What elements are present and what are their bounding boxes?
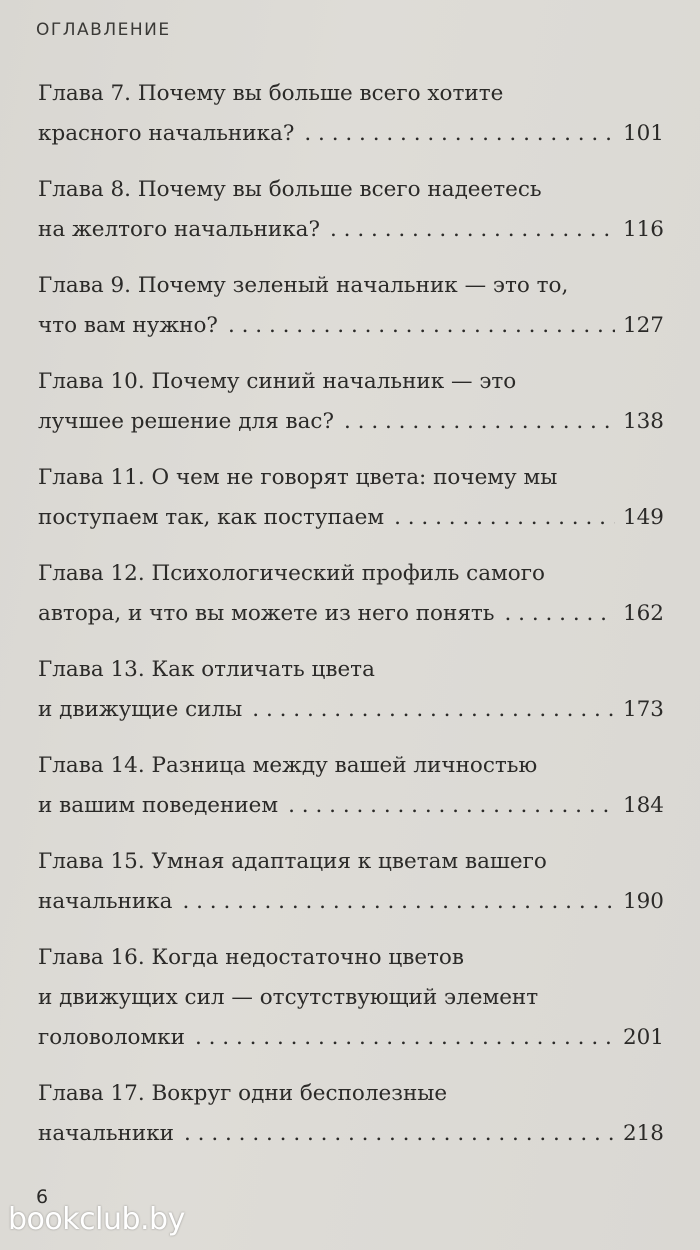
toc-entry-last-line	[38, 1018, 664, 1058]
page-number: 218	[622, 1121, 664, 1146]
toc-entry-ch12	[38, 554, 664, 634]
toc-entry-title-line: и движущих сил — отсутствующий элемент	[38, 985, 539, 1010]
toc-entry-last-line	[38, 882, 664, 922]
toc-entry-title-end: красного начальника?	[38, 121, 295, 146]
toc-entry-title-line: Глава 9. Почему зеленый начальник — это то,	[38, 273, 569, 298]
toc-entry-last-line	[38, 1114, 664, 1154]
toc-entry-title-end: что вам нужно?	[38, 313, 218, 338]
page-number: 201	[622, 1025, 664, 1050]
toc-entry-title-end: начальника	[38, 889, 173, 914]
toc-entry-last-line	[38, 114, 664, 154]
toc-entry-last-line	[38, 498, 664, 538]
dot-leader	[228, 306, 615, 346]
table-of-contents	[38, 74, 664, 1170]
dot-leader	[304, 114, 615, 154]
dot-leader	[505, 594, 615, 634]
page-number: 162	[622, 601, 664, 626]
toc-entry-last-line	[38, 690, 664, 730]
dot-leader	[394, 498, 615, 538]
toc-entry-ch16	[38, 938, 664, 1058]
toc-entry-title-line: Глава 13. Как отличать цвета	[38, 657, 375, 682]
dot-leader	[330, 210, 615, 250]
toc-entry-last-line	[38, 306, 664, 346]
toc-entry-title-end: лучшее решение для вас?	[38, 409, 334, 434]
dot-leader	[252, 690, 615, 730]
toc-entry-ch8	[38, 170, 664, 250]
toc-entry-title-end: автора, и что вы можете из него понять	[38, 601, 495, 626]
dot-leader	[344, 402, 615, 442]
toc-entry-ch15	[38, 842, 664, 922]
page-number: 127	[622, 313, 664, 338]
page-number: 116	[622, 217, 664, 242]
toc-entry-ch14	[38, 746, 664, 826]
toc-entry-ch10	[38, 362, 664, 442]
toc-entry-last-line	[38, 786, 664, 826]
page-number: 101	[622, 121, 664, 146]
toc-entry-title-end: поступаем так, как поступаем	[38, 505, 385, 530]
toc-entry-title-line: Глава 7. Почему вы больше всего хотите	[38, 81, 504, 106]
page-number: 173	[622, 697, 664, 722]
toc-entry-ch13	[38, 650, 664, 730]
toc-entry-ch17	[38, 1074, 664, 1154]
toc-entry-ch9	[38, 266, 664, 346]
toc-entry-ch7	[38, 74, 664, 154]
toc-entry-title-end: на желтого начальника?	[38, 217, 321, 242]
toc-entry-title-line: Глава 15. Умная адаптация к цветам вашего	[38, 849, 547, 874]
toc-entry-ch11	[38, 458, 664, 538]
page-number: 190	[622, 889, 664, 914]
toc-entry-title-end: и вашим поведением	[38, 793, 279, 818]
toc-entry-title-line: Глава 17. Вокруг одни бесполезные	[38, 1081, 448, 1106]
toc-entry-title-line: Глава 12. Психологический профиль самого	[38, 561, 545, 586]
page-number: 138	[622, 409, 664, 434]
watermark-logo: bookclub.by	[8, 1202, 185, 1237]
toc-entry-last-line	[38, 402, 664, 442]
toc-entry-title-end: и движущие силы	[38, 697, 243, 722]
dot-leader	[182, 882, 614, 922]
page-folio: 6	[36, 1186, 49, 1208]
toc-entry-title-line: Глава 14. Разница между вашей личностью	[38, 753, 538, 778]
toc-entry-title-line: Глава 16. Когда недостаточно цветов	[38, 945, 464, 970]
page-number: 149	[622, 505, 664, 530]
dot-leader	[195, 1018, 615, 1058]
dot-leader	[184, 1114, 615, 1154]
toc-entry-title-line: Глава 10. Почему синий начальник — это	[38, 369, 517, 394]
toc-entry-title-end: головоломки	[38, 1025, 185, 1050]
toc-entry-title-end: начальники	[38, 1121, 174, 1146]
toc-entry-title-line: Глава 8. Почему вы больше всего надеетесь	[38, 177, 542, 202]
page-number: 184	[622, 793, 664, 818]
toc-entry-title-line: Глава 11. О чем не говорят цвета: почему мы	[38, 465, 558, 490]
toc-entry-last-line	[38, 594, 664, 634]
dot-leader	[288, 786, 615, 826]
toc-entry-last-line	[38, 210, 664, 250]
running-head: ОГЛАВЛЕНИЕ	[36, 20, 171, 40]
